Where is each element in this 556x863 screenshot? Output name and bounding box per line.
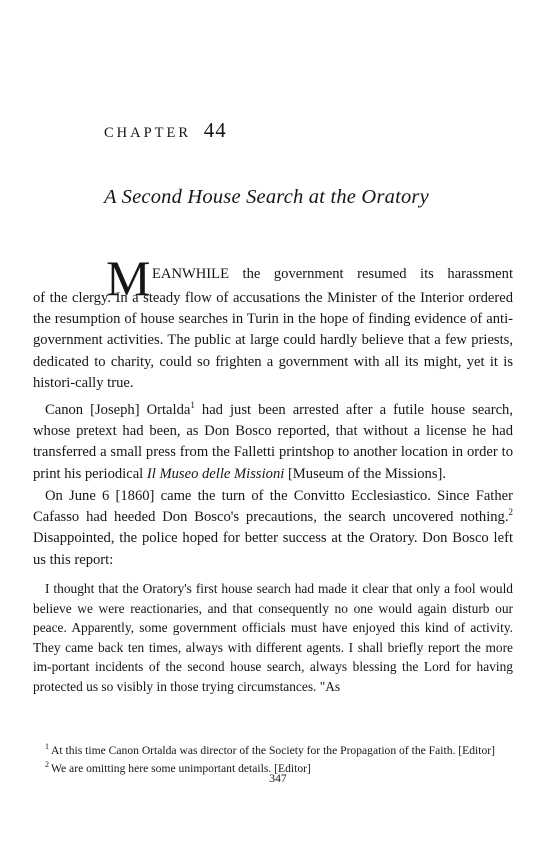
page-number: 347 <box>269 772 287 785</box>
chapter-label <box>104 118 227 143</box>
footnote-1-mark: 1 <box>45 742 49 751</box>
footnote-2-text: We are omitting here some unimportant details. [Editor] <box>51 761 311 775</box>
opening-first-line: EANWHILE the government resumed its harassment <box>152 266 513 282</box>
footnote-1-text: At this time Canon Ortalda was director of the Society for the Propagation of the Faith. [Editor] <box>51 744 495 757</box>
paragraph-2-text-b: had just been arrested after a futile house search, whose pretext had been, as Don Bosco reported, that without a license he had transferred a small press from the Falletti printshop to another location in order to print his periodical <box>33 402 513 482</box>
footnote-ref-2: 2 <box>508 507 513 518</box>
paragraph-3-text-b: Disappointed, the police hoped for better success at the Oratory. Don Bosco left us this report: <box>33 530 513 568</box>
chapter-word: CHAPTER <box>104 125 192 141</box>
footnotes <box>33 740 513 775</box>
periodical-title: Il Museo delle Missioni <box>146 465 285 482</box>
block-quote <box>33 579 513 697</box>
paragraph-3 <box>33 486 513 571</box>
chapter-title: A Second House Search at the Oratory <box>104 186 429 208</box>
block-quote-text: I thought that the Oratory's first house search had made it clear that only a fool would believe we were reactionaries, and that consequently no one would again disturb our peace. Apparently, some government officials must have enjoyed this kind of activity. They came back ten times, always with different agents. I shall briefly report the more im-portant incidents of the second house search, always blessing the Lord for having protected us so visibly in those trying circumstances. "As <box>33 581 513 694</box>
footnote-ref-1: 1 <box>190 400 195 410</box>
paragraph-2-text-c: [Museum of the Missions]. <box>284 465 447 482</box>
paragraph-1-text: of the clergy. In a steady flow of accusations the Minister of the Interior ordered the resumption of house searches in Turin in the hope of finding evidence of anti-government activities. The public at large could hardly believe that a few priests, dedicated to charity, could so frighten a government with all its might, yet it is histori-cally true. <box>33 290 513 391</box>
footnote-1 <box>33 740 513 758</box>
paragraph-3-text-a: On June 6 [1860] came the turn of the Convitto Ecclesiastico. Since Father Cafasso had heeded Don Bosco's precautions, the search uncovered nothing. <box>33 488 513 526</box>
paragraph-1 <box>33 288 513 394</box>
paragraph-2-text-a: Canon [Joseph] Ortalda <box>45 402 191 418</box>
paragraph-2 <box>33 400 513 485</box>
chapter-number: 44 <box>203 118 227 142</box>
drop-cap: M <box>106 250 151 306</box>
footnote-2-mark: 2 <box>45 759 49 769</box>
